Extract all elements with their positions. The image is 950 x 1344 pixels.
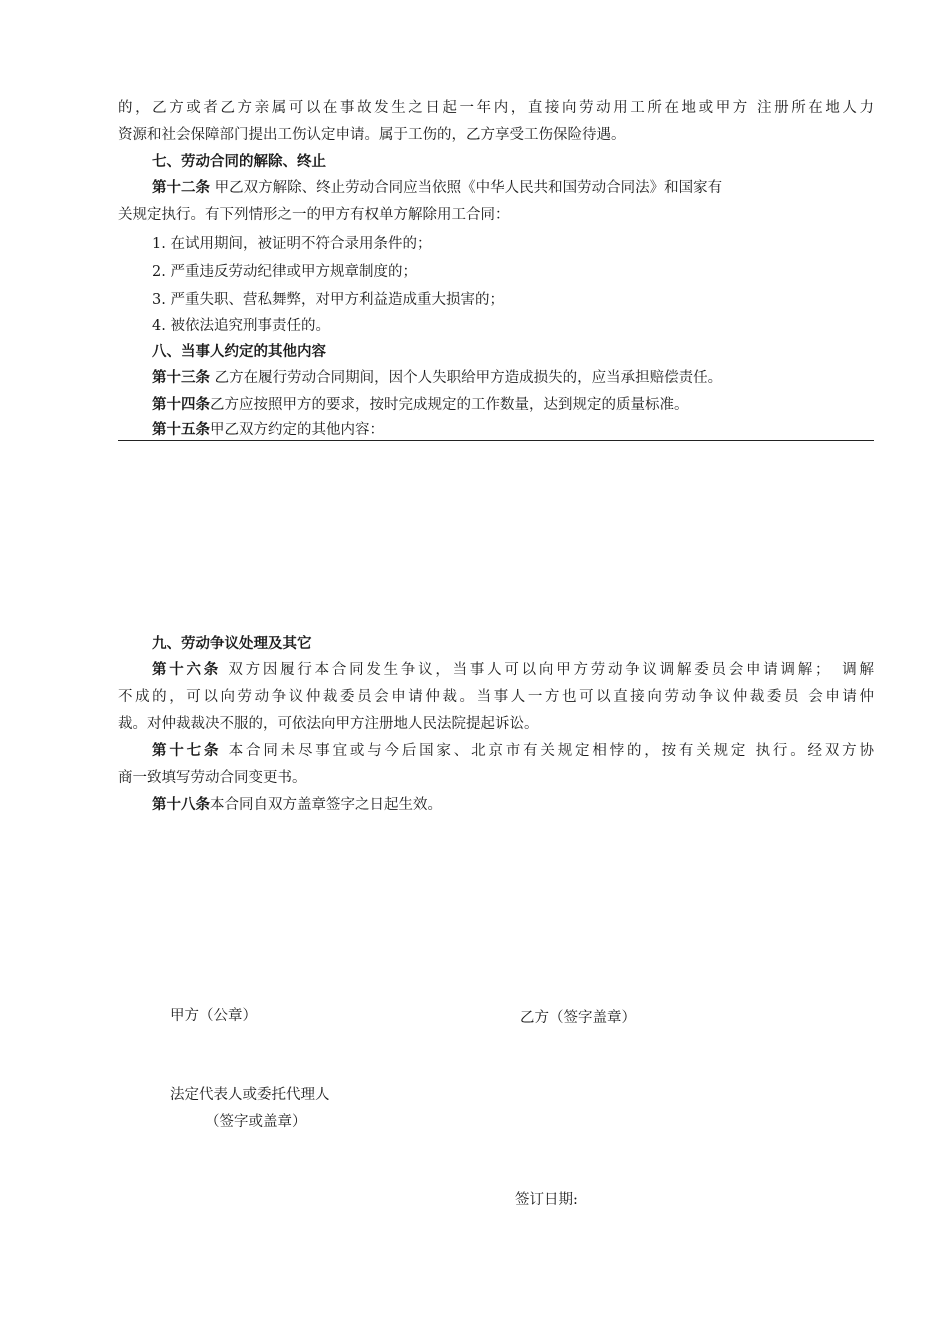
article-17 — [152, 741, 874, 761]
list-item: 4. 被依法追究刑事责任的。 — [152, 318, 330, 334]
section-heading-9: 九、劳动争议处理及其它 — [152, 636, 312, 652]
article-14 — [152, 395, 689, 415]
legal-representative-label: 法定代表人或委托代理人 — [170, 1087, 330, 1103]
paragraph-line: 的，乙方或者乙方亲属可以在事故发生之日起一年内，直接向劳动用工所在地或甲方 注册所在地人力 — [118, 100, 874, 116]
party-b-signature-label: 乙方（签字盖章） — [520, 1010, 636, 1026]
paragraph-line: 裁。对仲裁裁决不服的，可依法向甲方注册地人民法院提起诉讼。 — [118, 716, 539, 732]
section-heading-8: 八、当事人约定的其他内容 — [152, 344, 326, 360]
article-text: 双方因履行本合同发生争议，当事人可以向甲方劳动争议调解委员会申请调解； 调解 — [221, 662, 874, 678]
article-label: 第十四条 — [152, 397, 210, 413]
article-label: 第十二条 — [152, 180, 210, 196]
section-heading-7: 七、劳动合同的解除、终止 — [152, 154, 326, 170]
list-item: 1. 在试用期间，被证明不符合录用条件的； — [152, 236, 432, 252]
article-12 — [152, 178, 722, 198]
paragraph-line: 资源和社会保障部门提出工伤认定申请。属于工伤的，乙方享受工伤保险待遇。 — [118, 127, 626, 143]
article-text: 本合同未尽事宜或与今后国家、北京市有关规定相悖的，按有关规定 执行。经双方协 — [221, 743, 874, 759]
list-item: 2. 严重违反劳动纪律或甲方规章制度的； — [152, 264, 417, 280]
fill-in-underline — [118, 440, 874, 441]
article-label: 第十七条 — [152, 743, 222, 759]
article-text: 乙方应按照甲方的要求，按时完成规定的工作数量，达到规定的质量标准。 — [210, 397, 689, 413]
sign-date-label: 签订日期: — [515, 1192, 578, 1208]
paragraph-line: 不成的，可以向劳动争议仲裁委员会申请仲裁。当事人一方也可以直接向劳动争议仲裁委员 会申请仲 — [118, 689, 874, 705]
article-label: 第十三条 — [152, 370, 210, 386]
list-item: 3. 严重失职、营私舞弊，对甲方利益造成重大损害的； — [152, 292, 504, 308]
article-13 — [152, 368, 722, 388]
article-text: 乙方在履行劳动合同期间，因个人失职给甲方造成损失的，应当承担赔偿责任。 — [210, 370, 723, 386]
article-text: 甲乙双方约定的其他内容： — [210, 422, 384, 438]
article-label: 第十八条 — [152, 797, 210, 813]
article-text: 甲乙双方解除、终止劳动合同应当依照《中华人民共和国劳动合同法》和国家有 — [210, 180, 723, 196]
article-text: 本合同自双方盖章签字之日起生效。 — [210, 797, 442, 813]
article-15 — [152, 420, 384, 440]
article-label: 第十六条 — [152, 662, 222, 678]
party-a-seal-label: 甲方（公章） — [170, 1008, 257, 1024]
article-label: 第十五条 — [152, 422, 210, 438]
legal-representative-note: （签字或盖章） — [205, 1114, 307, 1130]
paragraph-line: 关规定执行。有下列情形之一的甲方有权单方解除用工合同： — [118, 207, 510, 223]
article-16 — [152, 660, 874, 680]
article-18 — [152, 795, 442, 815]
paragraph-line: 商一致填写劳动合同变更书。 — [118, 770, 307, 786]
